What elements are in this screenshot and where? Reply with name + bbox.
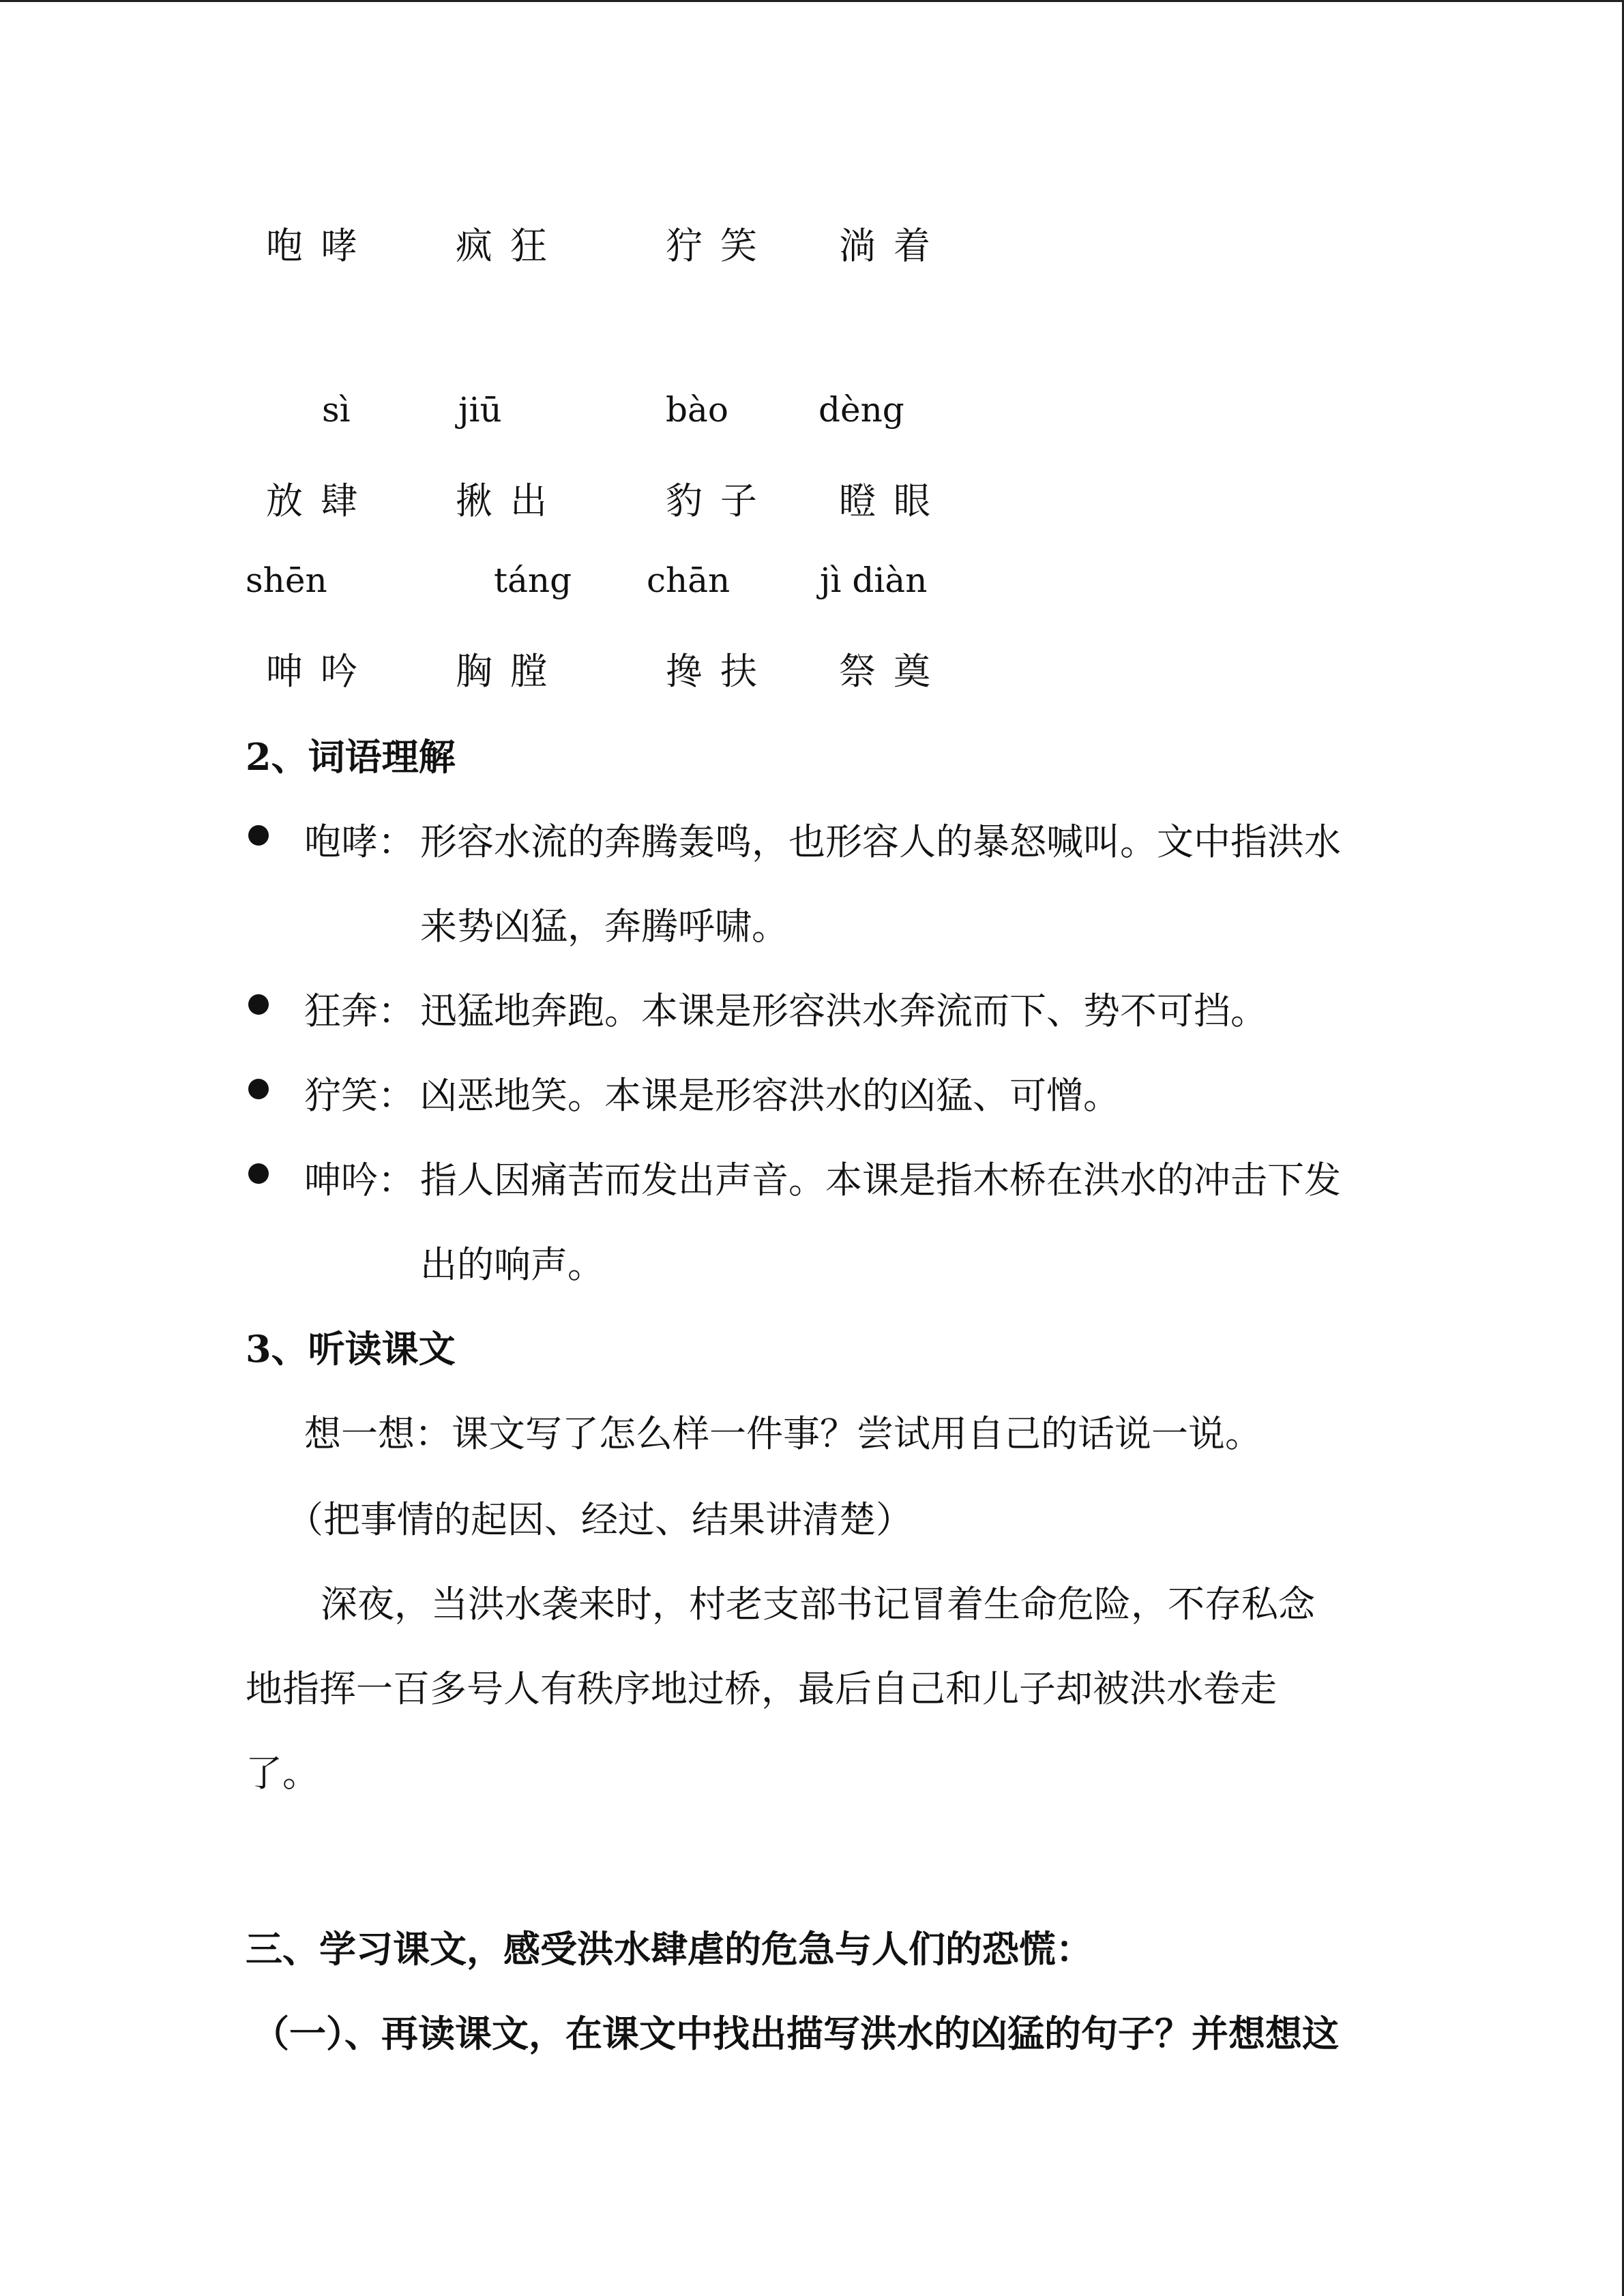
term-definition-cont: 来势凶猛，奔腾呼啸。 xyxy=(420,905,788,948)
bullet-icon xyxy=(248,1079,269,1099)
vocab-word: 豹子 xyxy=(666,479,775,522)
page-border-top xyxy=(0,0,1624,2)
vocab-word: 瞪眼 xyxy=(839,479,948,522)
vocab-pinyin: jiū xyxy=(458,390,502,430)
vocab-word: 狞笑 xyxy=(666,224,775,267)
bullet-icon xyxy=(248,1163,269,1184)
bullet-icon xyxy=(248,994,269,1015)
term-definition: 指人因痛苦而发出声音。本课是指木桥在洪水的冲击下发 xyxy=(420,1159,1341,1202)
answer-paragraph: 了。 xyxy=(246,1752,319,1795)
term-definition: 凶恶地笑。本课是形容洪水的凶猛、可憎。 xyxy=(420,1074,1120,1117)
bullet-icon xyxy=(248,825,269,846)
term-label: 咆哮： xyxy=(304,820,415,863)
term-label: 狂奔： xyxy=(304,989,415,1032)
section-heading: 2、词语理解 xyxy=(246,735,456,779)
vocab-pinyin: sì xyxy=(322,390,351,430)
part-heading: 三、学习课文，感受洪水肆虐的危急与人们的恐慌： xyxy=(246,1927,1093,1971)
vocab-word: 咆哮 xyxy=(266,224,375,267)
vocab-word: 疯狂 xyxy=(456,224,565,267)
section-heading: 3、听读课文 xyxy=(246,1327,456,1371)
vocab-pinyin: dèng xyxy=(818,390,904,430)
term-label: 狞笑： xyxy=(304,1074,415,1117)
answer-paragraph: 地指挥一百多号人有秩序地过桥，最后自己和儿子却被洪水卷走 xyxy=(246,1667,1277,1710)
vocab-word: 揪出 xyxy=(456,479,565,522)
vocab-pinyin: bào xyxy=(666,390,728,430)
part-subheading: （一）、再读课文，在课文中找出描写洪水的凶猛的句子？并想想这 xyxy=(252,2012,1339,2055)
vocab-pinyin: táng xyxy=(494,561,572,600)
vocab-word: 淌着 xyxy=(839,224,948,267)
term-definition: 形容水流的奔腾轰鸣，也形容人的暴怒喊叫。文中指洪水 xyxy=(420,820,1341,863)
vocab-word: 胸膛 xyxy=(456,650,565,693)
term-definition-cont: 出的响声。 xyxy=(420,1243,604,1286)
vocab-word: 呻吟 xyxy=(266,650,375,693)
vocab-word: 祭奠 xyxy=(839,650,948,693)
question-text: 想一想：课文写了怎么样一件事？尝试用自己的话说一说。 xyxy=(304,1412,1262,1455)
vocab-pinyin: chān xyxy=(647,561,730,600)
vocab-word: 搀扶 xyxy=(666,650,775,693)
term-definition: 迅猛地奔跑。本课是形容洪水奔流而下、势不可挡。 xyxy=(420,989,1267,1032)
term-label: 呻吟： xyxy=(304,1159,415,1202)
vocab-pinyin: jì diàn xyxy=(820,561,928,600)
vocab-word: 放肆 xyxy=(266,479,375,522)
hint-text: （把事情的起因、经过、结果讲清楚） xyxy=(286,1498,913,1541)
vocab-pinyin: shēn xyxy=(246,561,327,600)
answer-paragraph: 深夜，当洪水袭来时，村老支部书记冒着生命危险，不存私念 xyxy=(321,1583,1315,1626)
